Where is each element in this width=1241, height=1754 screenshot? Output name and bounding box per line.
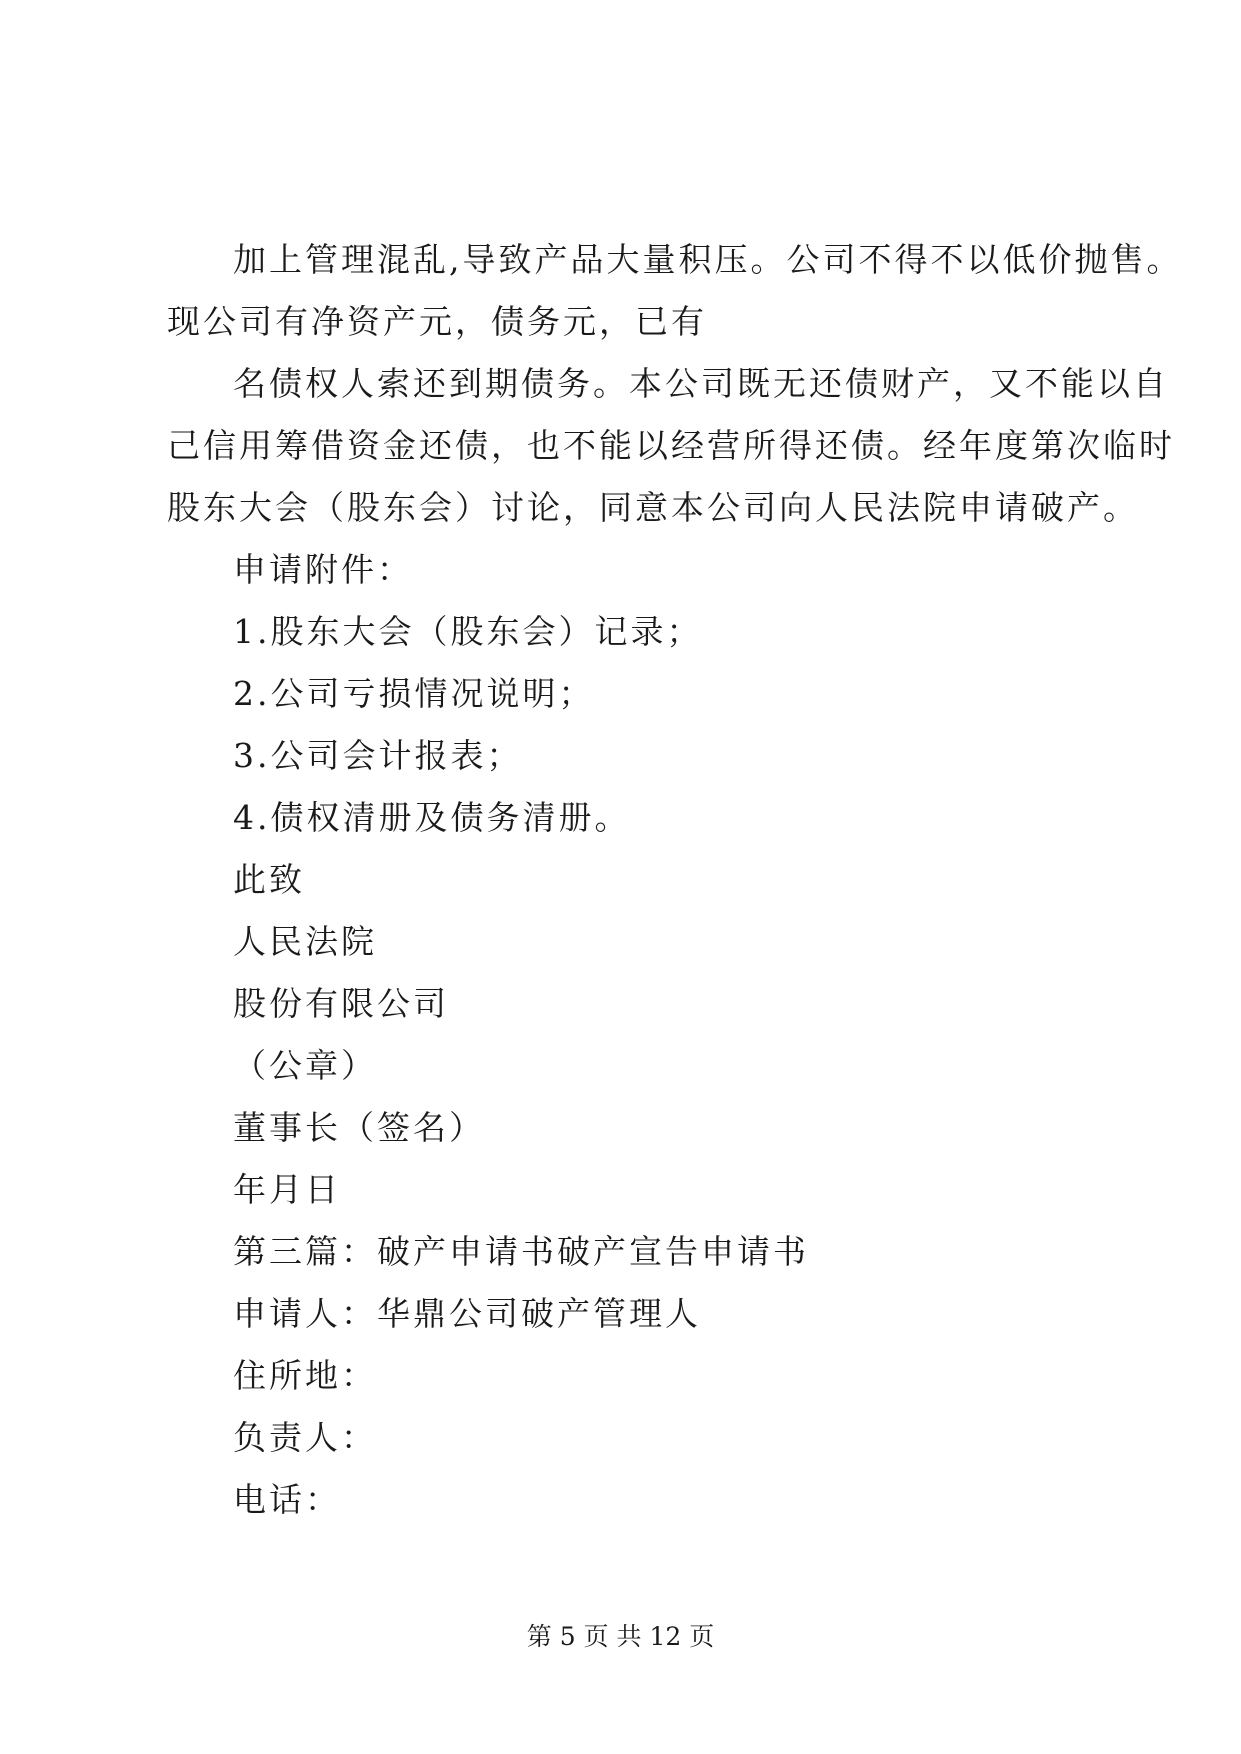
- page-footer: 第 5 页 共 12 页: [526, 1622, 715, 1651]
- date-line: 年月日: [233, 1170, 341, 1209]
- phone-line: 电话：: [233, 1480, 341, 1519]
- attachment-item: 2.公司亏损情况说明；: [233, 674, 595, 713]
- paragraph-line: 现公司有净资产元，债务元，已有: [167, 302, 707, 341]
- attachment-item: 1.股东大会（股东会）记录；: [233, 612, 703, 651]
- paragraph-line: 名债权人索还到期债务。本公司既无还债财产，又不能以自: [233, 364, 1169, 403]
- company-name: 股份有限公司: [233, 984, 449, 1023]
- paragraph-line: 股东大会（股东会）讨论，同意本公司向人民法院申请破产。: [167, 488, 1139, 527]
- attachments-heading: 申请附件：: [233, 550, 413, 589]
- paragraph-line: 加上管理混乱,导致产品大量积压。公司不得不以低价抛售。: [233, 240, 1183, 279]
- section-title: 第三篇：破产申请书破产宣告申请书: [233, 1232, 809, 1271]
- attachment-item: 3.公司会计报表；: [233, 736, 523, 775]
- chairman-signature: 董事长（签名）: [233, 1108, 485, 1147]
- attachment-item: 4.债权清册及债务清册。: [233, 798, 631, 837]
- paragraph-line: 己信用筹借资金还债，也不能以经营所得还债。经年度第次临时: [167, 426, 1175, 465]
- applicant-line: 申请人：华鼎公司破产管理人: [233, 1294, 701, 1333]
- company-seal: （公章）: [233, 1046, 377, 1085]
- responsible-line: 负责人：: [233, 1418, 377, 1457]
- salutation: 此致: [233, 860, 305, 899]
- recipient: 人民法院: [233, 922, 377, 961]
- address-line: 住所地：: [233, 1356, 377, 1395]
